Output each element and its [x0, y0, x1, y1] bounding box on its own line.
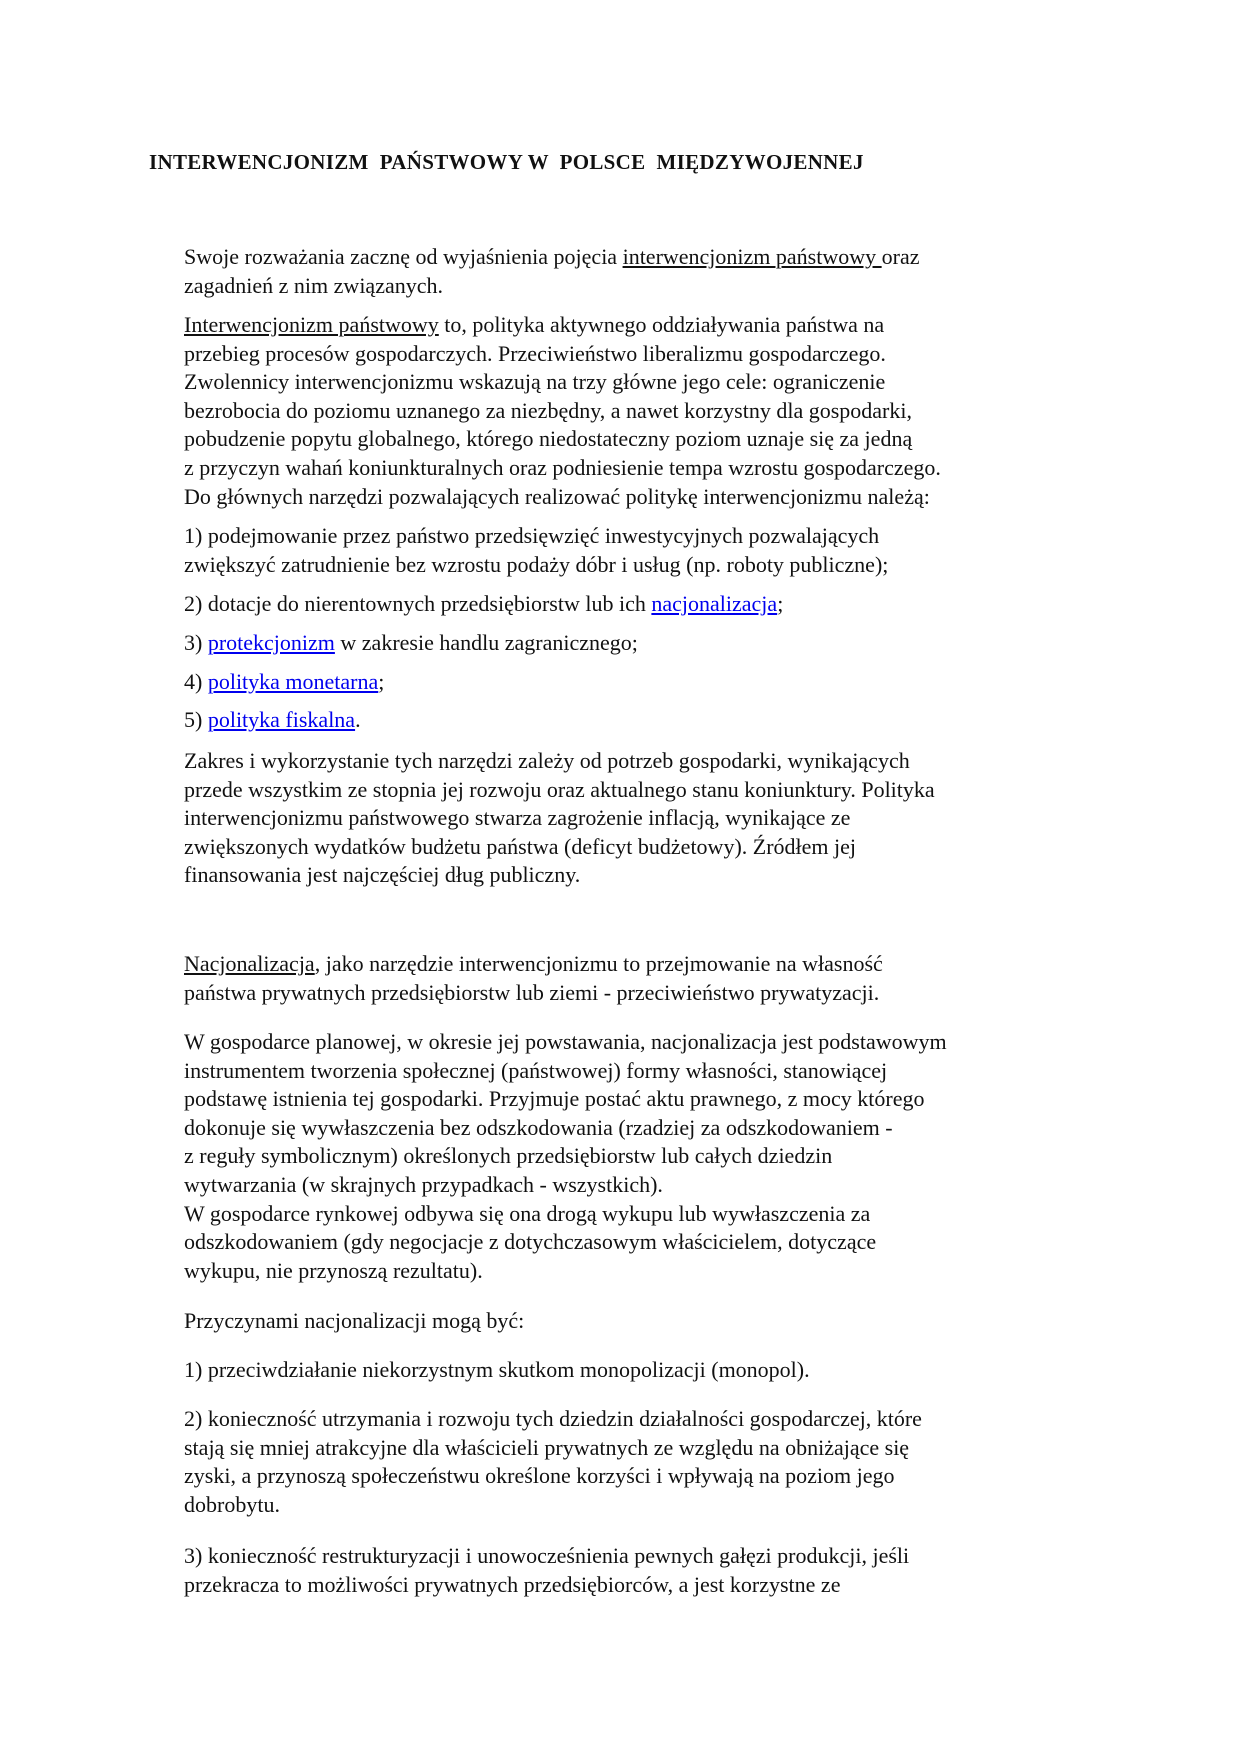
- underlined-term: Interwencjonizm państwowy: [184, 312, 439, 337]
- scope-paragraph: Zakres i wykorzystanie tych narzędzi zależy od potrzeb gospodarki, wynikających przede wszystkim ze stopnia jej rozwoju oraz aktualnego stanu koniunktury. Polityka interwencjonizmu państwowego stwarza zagrożenie inflacją, wynikające ze zwiększonych wydatków budżetu państwa (deficyt budżetowy). Źródłem jej finansowania jest najczęściej dług publiczny.: [184, 748, 935, 888]
- list-item: 3) konieczność restrukturyzacji i unowocześnienia pewnych gałęzi produkcji, jeśli przekracza to możliwości prywatnych przedsiębiorców, a jest korzystne ze: [184, 1543, 910, 1597]
- list-item: 1) przeciwdziałanie niekorzystnym skutkom monopolizacji (monopol).: [184, 1357, 810, 1382]
- link-nacjonalizacja[interactable]: nacjonalizacja: [651, 591, 778, 616]
- text: 1) podejmowanie przez państwo przedsięwzięć inwestycyjnych pozwalających zwiększyć zatrudnienie bez wzrostu podaży dóbr i usług (np. roboty publiczne);: [184, 523, 889, 577]
- underlined-term: interwencjonizm państwowy: [622, 244, 882, 269]
- text: ;: [378, 669, 385, 694]
- link-protekcjonizm[interactable]: protekcjonizm: [207, 630, 335, 655]
- text: ;: [777, 591, 784, 616]
- text: w zakresie handlu zagranicznego;: [334, 630, 638, 655]
- list-item: [184, 522, 1084, 579]
- causes-heading: Przyczynami nacjonalizacji mogą być:: [184, 1308, 525, 1333]
- text: to, polityka aktywnego oddziaływania państwa na przebieg procesów gospodarczych. Przeciwieństwo liberalizmu gospodarczego. Zwolennicy interwencjonizmu wskazują na trzy główne jego cele: ograniczenie bezrobocia do poziomu uznanego za niezbędny, a nawet korzystny dla gospodarki, pobudzenie popytu globalnego, którego niedostateczny poziom uznaje się za jedną z przyczyn wahań koniunkturalnych oraz podniesienie tempa wzrostu gospodarczego. Do głównych narzędzi pozwalających realizować politykę interwencjonizmu należą:: [184, 312, 941, 509]
- link-polityka-monetarna[interactable]: polityka monetarna: [207, 669, 379, 694]
- list-item: [184, 706, 1084, 735]
- list-item: [184, 668, 1084, 697]
- text: 5): [184, 707, 208, 732]
- underlined-term: Nacjonalizacja: [184, 951, 315, 976]
- text: .: [355, 707, 361, 732]
- text: 3): [184, 630, 208, 655]
- list-item: [184, 590, 1084, 619]
- planned-economy-paragraph: W gospodarce planowej, w okresie jej powstawania, nacjonalizacja jest podstawowym instrumentem tworzenia społecznej (państwowej) formy własności, stanowiącej podstawę istnienia tej gospodarki. Przyjmuje postać aktu prawnego, z mocy którego dokonuje się wywłaszczenia bez odszkodowania (rzadziej za odszkodowaniem - z reguły symbolicznym) określonych przedsiębiorstw lub całych dziedzin wytwarzania (w skrajnych przypadkach - wszystkich). W gospodarce rynkowej odbywa się ona drogą wykupu lub wywłaszczenia za odszkodowaniem (gdy negocjacje z dotychczasowym właścicielem, dotyczące wykupu, nie przynoszą rezultatu).: [184, 1029, 947, 1283]
- link-polityka-fiskalna[interactable]: polityka fiskalna: [207, 707, 356, 732]
- definition-paragraph: [184, 311, 1084, 511]
- text: , jako narzędzie interwencjonizmu to przejmowanie na własność państwa prywatnych przedsiębiorstw lub ziemi - przeciwieństwo prywatyzacji.: [184, 951, 883, 1005]
- text: Swoje rozważania zacznę od wyjaśnienia pojęcia: [184, 244, 623, 269]
- list-item: [184, 629, 1084, 658]
- list-item: 2) konieczność utrzymania i rozwoju tych dziedzin działalności gospodarczej, które stają się mniej atrakcyjne dla właścicieli prywatnych ze względu na obniżające się zyski, a przynoszą społeczeństwu określone korzyści i wpływają na poziom jego dobrobytu.: [184, 1406, 922, 1517]
- text: 4): [184, 669, 208, 694]
- intro-paragraph: [184, 243, 1084, 300]
- nationalization-paragraph: [184, 950, 1084, 1007]
- text: 2) dotacje do nierentownych przedsiębiorstw lub ich: [184, 591, 652, 616]
- document-title: INTERWENCJONIZM PAŃSTWOWY W POLSCE MIĘDZYWOJENNEJ: [149, 150, 864, 174]
- text: oraz zagadnień z nim związanych.: [184, 244, 920, 298]
